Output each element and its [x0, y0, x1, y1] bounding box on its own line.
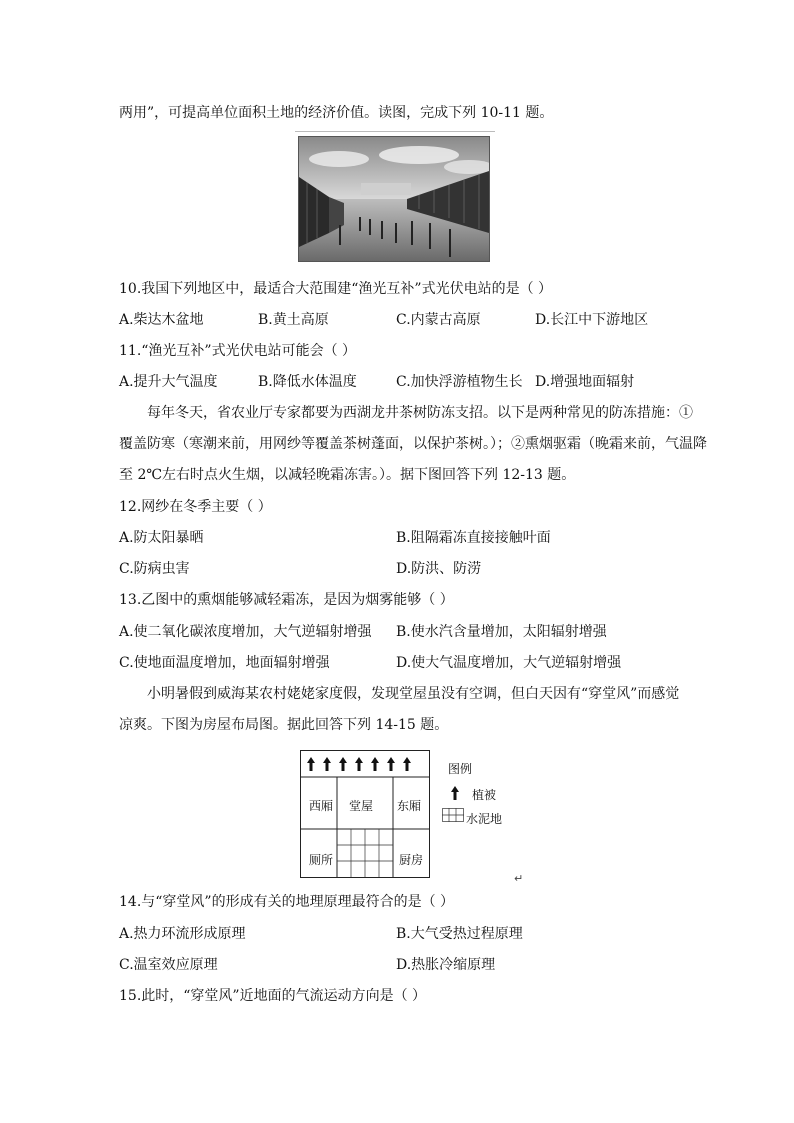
photo-drawing — [299, 137, 489, 261]
option-11-d: D.增强地面辐射 — [535, 374, 635, 390]
passage-3-line-2: 凉爽。下图为房屋布局图。据此回答下列 14-15 题。 — [119, 717, 449, 733]
vegetation-icons — [307, 757, 411, 771]
return-mark: ↵ — [514, 872, 524, 885]
option-10-c: C.内蒙古高原 — [396, 312, 481, 328]
passage-3-line-1: 小明暑假到威海某农村姥姥家度假，发现堂屋虽没有空调，但白天因有“穿堂风”而感觉 — [147, 686, 680, 702]
option-11-b: B.降低水体温度 — [258, 374, 357, 390]
legend-title: 图例 — [448, 762, 473, 776]
option-12-c: C.防病虫害 — [119, 561, 190, 577]
option-13-a: A.使二氧化碳浓度增加，大气逆辐射增强 — [119, 624, 372, 640]
cement-grid-icon — [442, 808, 464, 822]
question-14: 14.与“穿堂风”的形成有关的地理原理最符合的是（ ） — [119, 894, 455, 910]
east-room-label: 东厢 — [397, 799, 422, 813]
divider — [295, 131, 495, 132]
kitchen-label: 厨房 — [399, 853, 424, 867]
legend-cement-label: 水泥地 — [466, 812, 503, 826]
passage-2-line-1: 每年冬天，省农业厅专家都要为西湖龙井茶树防冻支招。以下是两种常见的防冻措施：① — [147, 405, 693, 421]
solar-farm-photo — [298, 136, 490, 262]
intro-text: 两用”，可提高单位面积土地的经济价值。读图，完成下列 10-11 题。 — [119, 105, 554, 121]
option-14-d: D.热胀冷缩原理 — [396, 957, 496, 973]
option-12-a: A.防太阳暴晒 — [119, 530, 204, 546]
option-13-c: C.使地面温度增加，地面辐射增强 — [119, 655, 330, 671]
question-11: 11.“渔光互补”式光伏电站可能会（ ） — [119, 343, 357, 359]
option-11-c: C.加快浮游植物生长 — [396, 374, 523, 390]
option-10-b: B.黄土高原 — [258, 312, 329, 328]
option-12-d: D.防洪、防涝 — [396, 561, 482, 577]
option-10-d: D.长江中下游地区 — [535, 312, 649, 328]
legend-vegetation-label: 植被 — [472, 788, 497, 802]
west-room-label: 西厢 — [309, 799, 334, 813]
toilet-label: 厕所 — [309, 853, 334, 867]
passage-2-line-3: 至 2℃左右时点火生烟，以减轻晚霜冻害。）。据下图回答下列 12-13 题。 — [119, 467, 576, 483]
question-10: 10.我国下列地区中，最适合大范围建“渔光互补”式光伏电站的是（ ） — [119, 281, 553, 297]
option-13-d: D.使大气温度增加，大气逆辐射增强 — [396, 655, 622, 671]
option-12-b: B.阻隔霜冻直接接触叶面 — [396, 530, 551, 546]
house-layout-diagram — [300, 750, 430, 878]
question-12: 12.网纱在冬季主要（ ） — [119, 499, 272, 515]
hall-label: 堂屋 — [349, 799, 374, 813]
option-10-a: A.柴达木盆地 — [119, 312, 204, 328]
question-15: 15.此时，“穿堂风”近地面的气流运动方向是（ ） — [119, 988, 427, 1004]
option-14-c: C.温室效应原理 — [119, 957, 218, 973]
option-11-a: A.提升大气温度 — [119, 374, 218, 390]
option-13-b: B.使水汽含量增加，太阳辐射增强 — [396, 624, 607, 640]
option-14-a: A.热力环流形成原理 — [119, 926, 246, 942]
passage-2-line-2: 覆盖防寒（寒潮来前，用网纱等覆盖茶树蓬面，以保护茶树。）；②熏烟驱霜（晚霜来前，气温降 — [119, 436, 707, 452]
question-13: 13.乙图中的熏烟能够减轻霜冻，是因为烟雾能够（ ） — [119, 592, 454, 608]
vegetation-icon — [450, 786, 460, 800]
option-14-b: B.大气受热过程原理 — [396, 926, 523, 942]
